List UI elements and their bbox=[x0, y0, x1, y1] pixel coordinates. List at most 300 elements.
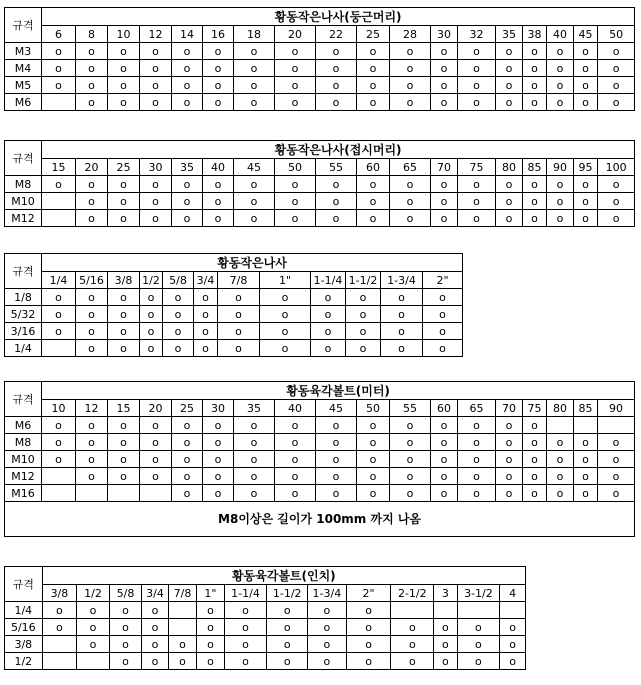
table-row bbox=[5, 619, 526, 636]
availability-cell: o bbox=[42, 619, 77, 636]
availability-cell: o bbox=[423, 323, 463, 340]
table-row bbox=[5, 210, 635, 227]
spec-header: 규격 bbox=[5, 141, 42, 176]
table-row bbox=[5, 417, 635, 434]
availability-cell: o bbox=[203, 468, 234, 485]
column-header: 1/2 bbox=[77, 585, 110, 602]
availability-cell: o bbox=[390, 43, 431, 60]
availability-cell: o bbox=[457, 653, 500, 670]
availability-cell: o bbox=[140, 323, 163, 340]
availability-cell: o bbox=[458, 77, 496, 94]
availability-cell: o bbox=[547, 193, 574, 210]
availability-cell: o bbox=[316, 77, 357, 94]
availability-cell: o bbox=[316, 451, 357, 468]
table-inch-small-screw bbox=[4, 253, 463, 357]
availability-cell: o bbox=[431, 60, 458, 77]
column-header: 75 bbox=[458, 159, 496, 176]
availability-cell: o bbox=[234, 434, 275, 451]
table-row bbox=[5, 653, 526, 670]
availability-cell: o bbox=[346, 653, 391, 670]
availability-cell: o bbox=[76, 43, 108, 60]
table-row bbox=[5, 176, 635, 193]
availability-cell: o bbox=[76, 210, 108, 227]
availability-cell: o bbox=[598, 434, 635, 451]
row-label: M5 bbox=[5, 77, 42, 94]
availability-cell: o bbox=[172, 43, 203, 60]
table-row bbox=[5, 306, 463, 323]
availability-cell: o bbox=[523, 434, 547, 451]
table-row bbox=[5, 451, 635, 468]
availability-cell: o bbox=[194, 323, 218, 340]
availability-cell: o bbox=[357, 94, 390, 111]
availability-cell: o bbox=[260, 340, 311, 357]
availability-cell: o bbox=[234, 451, 275, 468]
availability-cell: o bbox=[598, 94, 635, 111]
availability-cell: o bbox=[390, 94, 431, 111]
availability-cell: o bbox=[346, 619, 391, 636]
availability-cell: o bbox=[598, 43, 635, 60]
availability-cell: o bbox=[431, 43, 458, 60]
availability-cell: o bbox=[574, 210, 598, 227]
availability-cell: o bbox=[523, 468, 547, 485]
availability-cell: o bbox=[234, 43, 275, 60]
table-row bbox=[5, 340, 463, 357]
availability-cell: o bbox=[218, 289, 260, 306]
availability-cell: o bbox=[357, 176, 390, 193]
availability-cell: o bbox=[357, 485, 390, 502]
availability-cell: o bbox=[142, 636, 168, 653]
column-header: 75 bbox=[523, 400, 547, 417]
availability-cell: o bbox=[142, 619, 168, 636]
availability-cell: o bbox=[423, 340, 463, 357]
availability-cell: o bbox=[523, 451, 547, 468]
availability-cell: o bbox=[172, 60, 203, 77]
availability-cell: o bbox=[163, 340, 194, 357]
availability-cell: o bbox=[108, 94, 140, 111]
column-header: 50 bbox=[598, 26, 635, 43]
availability-cell: o bbox=[346, 602, 391, 619]
availability-cell: o bbox=[203, 60, 234, 77]
column-header: 55 bbox=[390, 400, 431, 417]
availability-cell: o bbox=[203, 94, 234, 111]
availability-cell: o bbox=[163, 306, 194, 323]
row-label: M10 bbox=[5, 451, 42, 468]
availability-cell: o bbox=[140, 417, 172, 434]
column-header: 5/16 bbox=[76, 272, 108, 289]
column-header: 90 bbox=[598, 400, 635, 417]
availability-cell: o bbox=[316, 94, 357, 111]
availability-cell: o bbox=[76, 77, 108, 94]
availability-cell: o bbox=[142, 602, 168, 619]
availability-cell: o bbox=[197, 636, 224, 653]
column-header: 1-3/4 bbox=[308, 585, 347, 602]
availability-cell: o bbox=[108, 417, 140, 434]
availability-cell: o bbox=[275, 417, 316, 434]
availability-cell: o bbox=[224, 636, 267, 653]
availability-cell: o bbox=[140, 468, 172, 485]
column-header: 20 bbox=[140, 400, 172, 417]
column-header: 3/8 bbox=[42, 585, 77, 602]
availability-cell: o bbox=[500, 619, 526, 636]
availability-cell: o bbox=[431, 451, 458, 468]
column-header: 32 bbox=[458, 26, 496, 43]
column-header: 38 bbox=[523, 26, 547, 43]
availability-cell: o bbox=[77, 619, 110, 636]
availability-cell bbox=[77, 653, 110, 670]
availability-cell: o bbox=[108, 193, 140, 210]
availability-cell: o bbox=[42, 451, 76, 468]
availability-cell: o bbox=[108, 434, 140, 451]
availability-cell: o bbox=[391, 619, 434, 636]
column-header: 35 bbox=[172, 159, 203, 176]
availability-cell: o bbox=[496, 193, 523, 210]
column-header: 1" bbox=[260, 272, 311, 289]
column-header: 2-1/2 bbox=[391, 585, 434, 602]
availability-cell: o bbox=[267, 636, 308, 653]
availability-cell: o bbox=[458, 94, 496, 111]
availability-cell: o bbox=[267, 619, 308, 636]
availability-cell: o bbox=[203, 176, 234, 193]
availability-cell: o bbox=[547, 77, 574, 94]
column-header: 6 bbox=[42, 26, 76, 43]
availability-cell bbox=[42, 636, 77, 653]
availability-cell: o bbox=[203, 485, 234, 502]
column-header: 50 bbox=[357, 400, 390, 417]
availability-cell: o bbox=[275, 77, 316, 94]
availability-cell: o bbox=[496, 77, 523, 94]
availability-cell: o bbox=[42, 323, 76, 340]
availability-cell bbox=[457, 602, 500, 619]
row-label: 1/4 bbox=[5, 340, 42, 357]
availability-cell: o bbox=[203, 77, 234, 94]
availability-cell bbox=[76, 485, 108, 502]
availability-cell: o bbox=[316, 210, 357, 227]
column-header: 90 bbox=[547, 159, 574, 176]
availability-cell: o bbox=[234, 485, 275, 502]
availability-cell: o bbox=[108, 468, 140, 485]
availability-cell: o bbox=[346, 340, 381, 357]
availability-cell: o bbox=[260, 289, 311, 306]
availability-cell: o bbox=[203, 417, 234, 434]
availability-cell: o bbox=[203, 43, 234, 60]
availability-cell: o bbox=[500, 636, 526, 653]
availability-cell: o bbox=[234, 193, 275, 210]
availability-cell: o bbox=[316, 176, 357, 193]
table-title: 황동육각볼트(인치) bbox=[42, 567, 525, 585]
availability-cell: o bbox=[496, 468, 523, 485]
availability-cell: o bbox=[598, 485, 635, 502]
table-row bbox=[5, 434, 635, 451]
column-header: 80 bbox=[547, 400, 574, 417]
availability-cell: o bbox=[311, 323, 346, 340]
availability-cell: o bbox=[431, 485, 458, 502]
availability-cell: o bbox=[547, 176, 574, 193]
column-header: 45 bbox=[234, 159, 275, 176]
availability-cell: o bbox=[357, 60, 390, 77]
availability-cell: o bbox=[275, 193, 316, 210]
availability-cell bbox=[574, 417, 598, 434]
column-header: 1-3/4 bbox=[381, 272, 423, 289]
availability-cell: o bbox=[108, 60, 140, 77]
column-header: 20 bbox=[275, 26, 316, 43]
column-header: 1-1/4 bbox=[224, 585, 267, 602]
availability-cell: o bbox=[140, 340, 163, 357]
row-label: 5/32 bbox=[5, 306, 42, 323]
column-header: 95 bbox=[574, 159, 598, 176]
availability-cell: o bbox=[431, 193, 458, 210]
availability-cell: o bbox=[76, 451, 108, 468]
availability-cell: o bbox=[42, 417, 76, 434]
row-label: M4 bbox=[5, 60, 42, 77]
availability-cell: o bbox=[42, 306, 76, 323]
availability-cell: o bbox=[434, 619, 457, 636]
availability-cell: o bbox=[140, 77, 172, 94]
availability-cell: o bbox=[108, 451, 140, 468]
column-header: 25 bbox=[172, 400, 203, 417]
availability-cell: o bbox=[547, 60, 574, 77]
availability-cell: o bbox=[390, 193, 431, 210]
availability-cell bbox=[42, 193, 76, 210]
column-header: 4 bbox=[500, 585, 526, 602]
availability-cell: o bbox=[357, 210, 390, 227]
availability-cell: o bbox=[457, 636, 500, 653]
availability-cell: o bbox=[346, 636, 391, 653]
availability-cell: o bbox=[218, 340, 260, 357]
column-header: 35 bbox=[234, 400, 275, 417]
availability-cell: o bbox=[316, 434, 357, 451]
availability-cell: o bbox=[496, 451, 523, 468]
table-row bbox=[5, 60, 635, 77]
availability-cell: o bbox=[390, 60, 431, 77]
availability-cell bbox=[108, 485, 140, 502]
column-header: 3/4 bbox=[142, 585, 168, 602]
availability-cell: o bbox=[197, 653, 224, 670]
availability-cell bbox=[42, 485, 76, 502]
availability-cell: o bbox=[500, 653, 526, 670]
spec-header: 규격 bbox=[5, 8, 42, 43]
table-title: 황동작은나사(접시머리) bbox=[42, 141, 635, 159]
column-header: 45 bbox=[316, 400, 357, 417]
availability-cell: o bbox=[457, 619, 500, 636]
availability-cell: o bbox=[224, 602, 267, 619]
availability-cell: o bbox=[308, 653, 347, 670]
row-label: 1/2 bbox=[5, 653, 43, 670]
availability-cell: o bbox=[390, 77, 431, 94]
spec-header: 규격 bbox=[5, 382, 42, 417]
availability-cell: o bbox=[140, 289, 163, 306]
availability-cell: o bbox=[108, 176, 140, 193]
availability-cell: o bbox=[458, 485, 496, 502]
availability-cell: o bbox=[140, 193, 172, 210]
availability-cell: o bbox=[381, 340, 423, 357]
availability-cell: o bbox=[390, 485, 431, 502]
table-row bbox=[5, 602, 526, 619]
availability-cell: o bbox=[574, 43, 598, 60]
availability-cell: o bbox=[523, 43, 547, 60]
availability-cell: o bbox=[109, 619, 142, 636]
availability-cell: o bbox=[108, 43, 140, 60]
availability-cell: o bbox=[163, 323, 194, 340]
column-header: 15 bbox=[42, 159, 76, 176]
availability-cell: o bbox=[523, 77, 547, 94]
availability-cell: o bbox=[194, 306, 218, 323]
availability-cell: o bbox=[523, 417, 547, 434]
availability-cell: o bbox=[140, 210, 172, 227]
availability-cell: o bbox=[77, 636, 110, 653]
availability-cell: o bbox=[523, 60, 547, 77]
table-hex-bolt-inch bbox=[4, 566, 526, 670]
availability-cell bbox=[391, 602, 434, 619]
table-hex-bolt-metric bbox=[4, 381, 635, 537]
availability-cell: o bbox=[42, 77, 76, 94]
availability-cell: o bbox=[431, 176, 458, 193]
availability-cell: o bbox=[108, 210, 140, 227]
column-header: 70 bbox=[496, 400, 523, 417]
availability-cell: o bbox=[275, 451, 316, 468]
availability-cell: o bbox=[140, 43, 172, 60]
availability-cell: o bbox=[234, 94, 275, 111]
availability-cell: o bbox=[434, 636, 457, 653]
column-header: 3-1/2 bbox=[457, 585, 500, 602]
availability-cell: o bbox=[391, 636, 434, 653]
availability-cell: o bbox=[109, 653, 142, 670]
availability-cell: o bbox=[496, 43, 523, 60]
availability-cell: o bbox=[598, 193, 635, 210]
column-header: 55 bbox=[316, 159, 357, 176]
availability-cell: o bbox=[381, 289, 423, 306]
availability-cell: o bbox=[574, 77, 598, 94]
availability-cell: o bbox=[197, 602, 224, 619]
availability-cell: o bbox=[234, 417, 275, 434]
availability-cell: o bbox=[431, 94, 458, 111]
column-header: 65 bbox=[390, 159, 431, 176]
column-header: 80 bbox=[496, 159, 523, 176]
column-header: 28 bbox=[390, 26, 431, 43]
availability-cell: o bbox=[267, 602, 308, 619]
availability-cell bbox=[42, 468, 76, 485]
availability-cell: o bbox=[76, 306, 108, 323]
availability-cell: o bbox=[42, 602, 77, 619]
row-label: M6 bbox=[5, 94, 42, 111]
availability-cell: o bbox=[431, 77, 458, 94]
column-header: 30 bbox=[140, 159, 172, 176]
availability-cell: o bbox=[203, 210, 234, 227]
availability-cell: o bbox=[311, 306, 346, 323]
availability-cell: o bbox=[108, 306, 140, 323]
column-header: 40 bbox=[275, 400, 316, 417]
availability-cell: o bbox=[311, 289, 346, 306]
availability-cell: o bbox=[234, 468, 275, 485]
availability-cell: o bbox=[172, 468, 203, 485]
availability-cell: o bbox=[547, 210, 574, 227]
availability-cell: o bbox=[598, 468, 635, 485]
column-header: 30 bbox=[431, 26, 458, 43]
availability-cell: o bbox=[172, 77, 203, 94]
availability-cell: o bbox=[260, 323, 311, 340]
availability-cell: o bbox=[547, 94, 574, 111]
availability-cell: o bbox=[108, 77, 140, 94]
column-header: 7/8 bbox=[218, 272, 260, 289]
availability-cell: o bbox=[109, 636, 142, 653]
column-header: 1/4 bbox=[42, 272, 76, 289]
column-header: 8 bbox=[76, 26, 108, 43]
column-header: 45 bbox=[574, 26, 598, 43]
column-header: 60 bbox=[357, 159, 390, 176]
column-header: 7/8 bbox=[168, 585, 196, 602]
availability-cell: o bbox=[431, 417, 458, 434]
column-header: 3 bbox=[434, 585, 457, 602]
availability-cell: o bbox=[194, 289, 218, 306]
availability-cell: o bbox=[523, 485, 547, 502]
availability-cell: o bbox=[42, 60, 76, 77]
availability-cell: o bbox=[381, 323, 423, 340]
availability-cell: o bbox=[523, 193, 547, 210]
row-label: 3/16 bbox=[5, 323, 42, 340]
availability-cell: o bbox=[458, 434, 496, 451]
column-header: 16 bbox=[203, 26, 234, 43]
availability-cell: o bbox=[381, 306, 423, 323]
availability-cell: o bbox=[598, 176, 635, 193]
availability-cell: o bbox=[172, 451, 203, 468]
availability-cell bbox=[140, 485, 172, 502]
availability-cell: o bbox=[275, 43, 316, 60]
row-label: 5/16 bbox=[5, 619, 43, 636]
availability-cell bbox=[547, 417, 574, 434]
table-row bbox=[5, 323, 463, 340]
availability-cell: o bbox=[234, 77, 275, 94]
availability-cell: o bbox=[458, 43, 496, 60]
column-header: 3/4 bbox=[194, 272, 218, 289]
availability-cell: o bbox=[76, 434, 108, 451]
availability-cell: o bbox=[194, 340, 218, 357]
availability-cell: o bbox=[316, 417, 357, 434]
availability-cell: o bbox=[234, 176, 275, 193]
availability-cell: o bbox=[390, 434, 431, 451]
column-header: 18 bbox=[234, 26, 275, 43]
availability-cell: o bbox=[42, 434, 76, 451]
availability-cell: o bbox=[76, 176, 108, 193]
row-label: M16 bbox=[5, 485, 42, 502]
column-header: 12 bbox=[140, 26, 172, 43]
availability-cell: o bbox=[203, 193, 234, 210]
availability-cell: o bbox=[76, 468, 108, 485]
table-row bbox=[5, 485, 635, 502]
column-header: 1" bbox=[197, 585, 224, 602]
availability-cell: o bbox=[168, 636, 196, 653]
availability-cell: o bbox=[431, 468, 458, 485]
availability-cell: o bbox=[308, 636, 347, 653]
availability-cell: o bbox=[76, 340, 108, 357]
availability-cell: o bbox=[390, 468, 431, 485]
column-header: 14 bbox=[172, 26, 203, 43]
availability-cell: o bbox=[140, 60, 172, 77]
availability-cell: o bbox=[224, 653, 267, 670]
column-header: 1-1/2 bbox=[267, 585, 308, 602]
availability-cell: o bbox=[574, 434, 598, 451]
availability-cell: o bbox=[316, 60, 357, 77]
availability-cell: o bbox=[458, 193, 496, 210]
availability-cell: o bbox=[168, 653, 196, 670]
column-header: 50 bbox=[275, 159, 316, 176]
availability-cell: o bbox=[275, 210, 316, 227]
column-header: 5/8 bbox=[163, 272, 194, 289]
availability-cell: o bbox=[598, 210, 635, 227]
availability-cell: o bbox=[496, 210, 523, 227]
availability-cell: o bbox=[431, 210, 458, 227]
availability-cell: o bbox=[434, 653, 457, 670]
availability-cell: o bbox=[458, 417, 496, 434]
availability-cell: o bbox=[76, 323, 108, 340]
